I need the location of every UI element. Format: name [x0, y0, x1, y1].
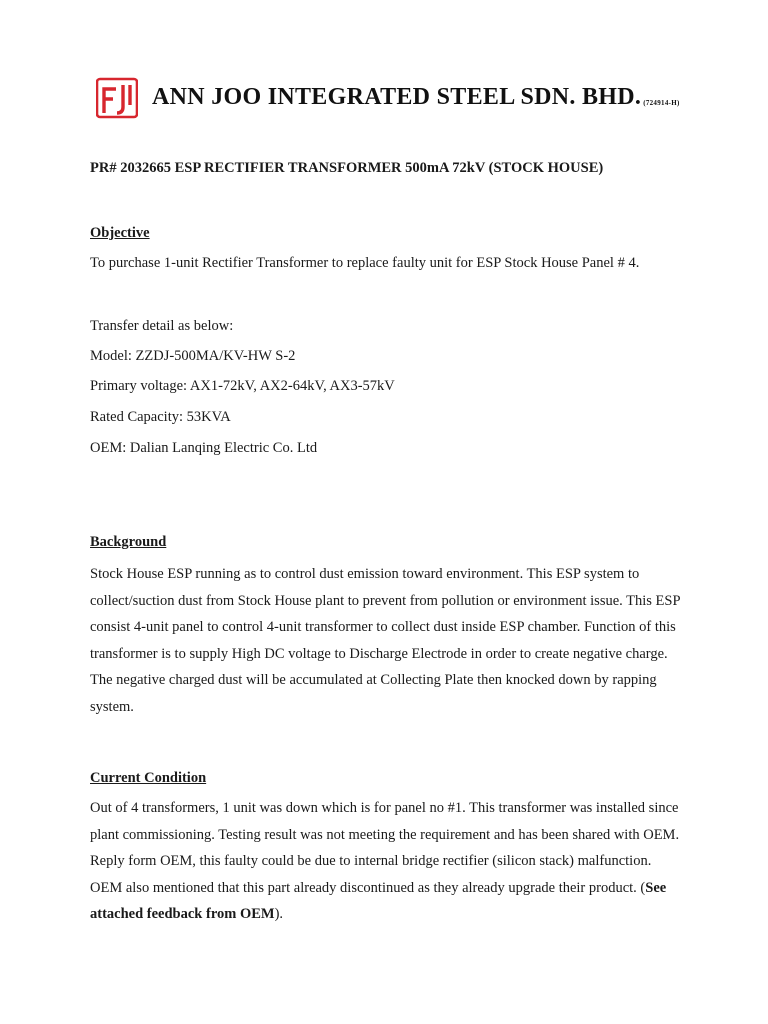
- transfer-model: Model: ZZDJ-500MA/KV-HW S-2: [90, 348, 296, 364]
- current-condition-heading: Current Condition: [90, 770, 207, 786]
- company-name: [152, 84, 680, 111]
- current-condition-text-end: ).: [274, 906, 284, 923]
- objective-text: To purchase 1-unit Rectifier Transformer to replace faulty unit for ESP Stock House Panel # 4.: [90, 255, 640, 271]
- background-heading: Background: [90, 534, 167, 550]
- current-condition-text-main: Out of 4 transformers, 1 unit was down which is for panel no #1. This transformer was installed since plant commissioning. Testing result was not meeting the requirement and has been shared with OEM. Reply form OEM, this faulty could be due to internal bridge rectifier (silicon stack) malfunction. OEM also mentioned that this part already discontinued as they already upgrade their product. (: [90, 800, 680, 896]
- background-text: Stock House ESP running as to control dust emission toward environment. This ESP system to collect/suction dust from Stock House plant to prevent from pollution or environment issue. This ESP consist 4-unit panel to control 4-unit transformer to collect dust inside ESP chamber. Function of this transformer is to supply High DC voltage to Discharge Electrode in order to create negative charge. The negative charged dust will be accumulated at Collecting Plate then knocked down by rapping system.: [90, 566, 680, 715]
- transfer-rated-capacity: Rated Capacity: 53KVA: [90, 409, 231, 425]
- company-logo-icon: [96, 75, 138, 119]
- company-name-text: ANN JOO INTEGRATED STEEL SDN. BHD.: [152, 83, 642, 110]
- transfer-intro: Transfer detail as below:: [90, 318, 234, 334]
- transfer-oem: OEM: Dalian Lanqing Electric Co. Ltd: [90, 440, 318, 456]
- letterhead: [96, 74, 680, 120]
- objective-heading: Objective: [90, 225, 150, 241]
- current-condition-text: [90, 795, 680, 928]
- registration-number: (724914-H): [643, 98, 680, 107]
- document-title: PR# 2032665 ESP RECTIFIER TRANSFORMER 500mA 72kV (STOCK HOUSE): [90, 160, 604, 176]
- oem-feedback-reference: See attached feedback from OEM: [90, 879, 667, 923]
- transfer-primary-voltage: Primary voltage: AX1-72kV, AX2-64kV, AX3-57kV: [90, 378, 395, 394]
